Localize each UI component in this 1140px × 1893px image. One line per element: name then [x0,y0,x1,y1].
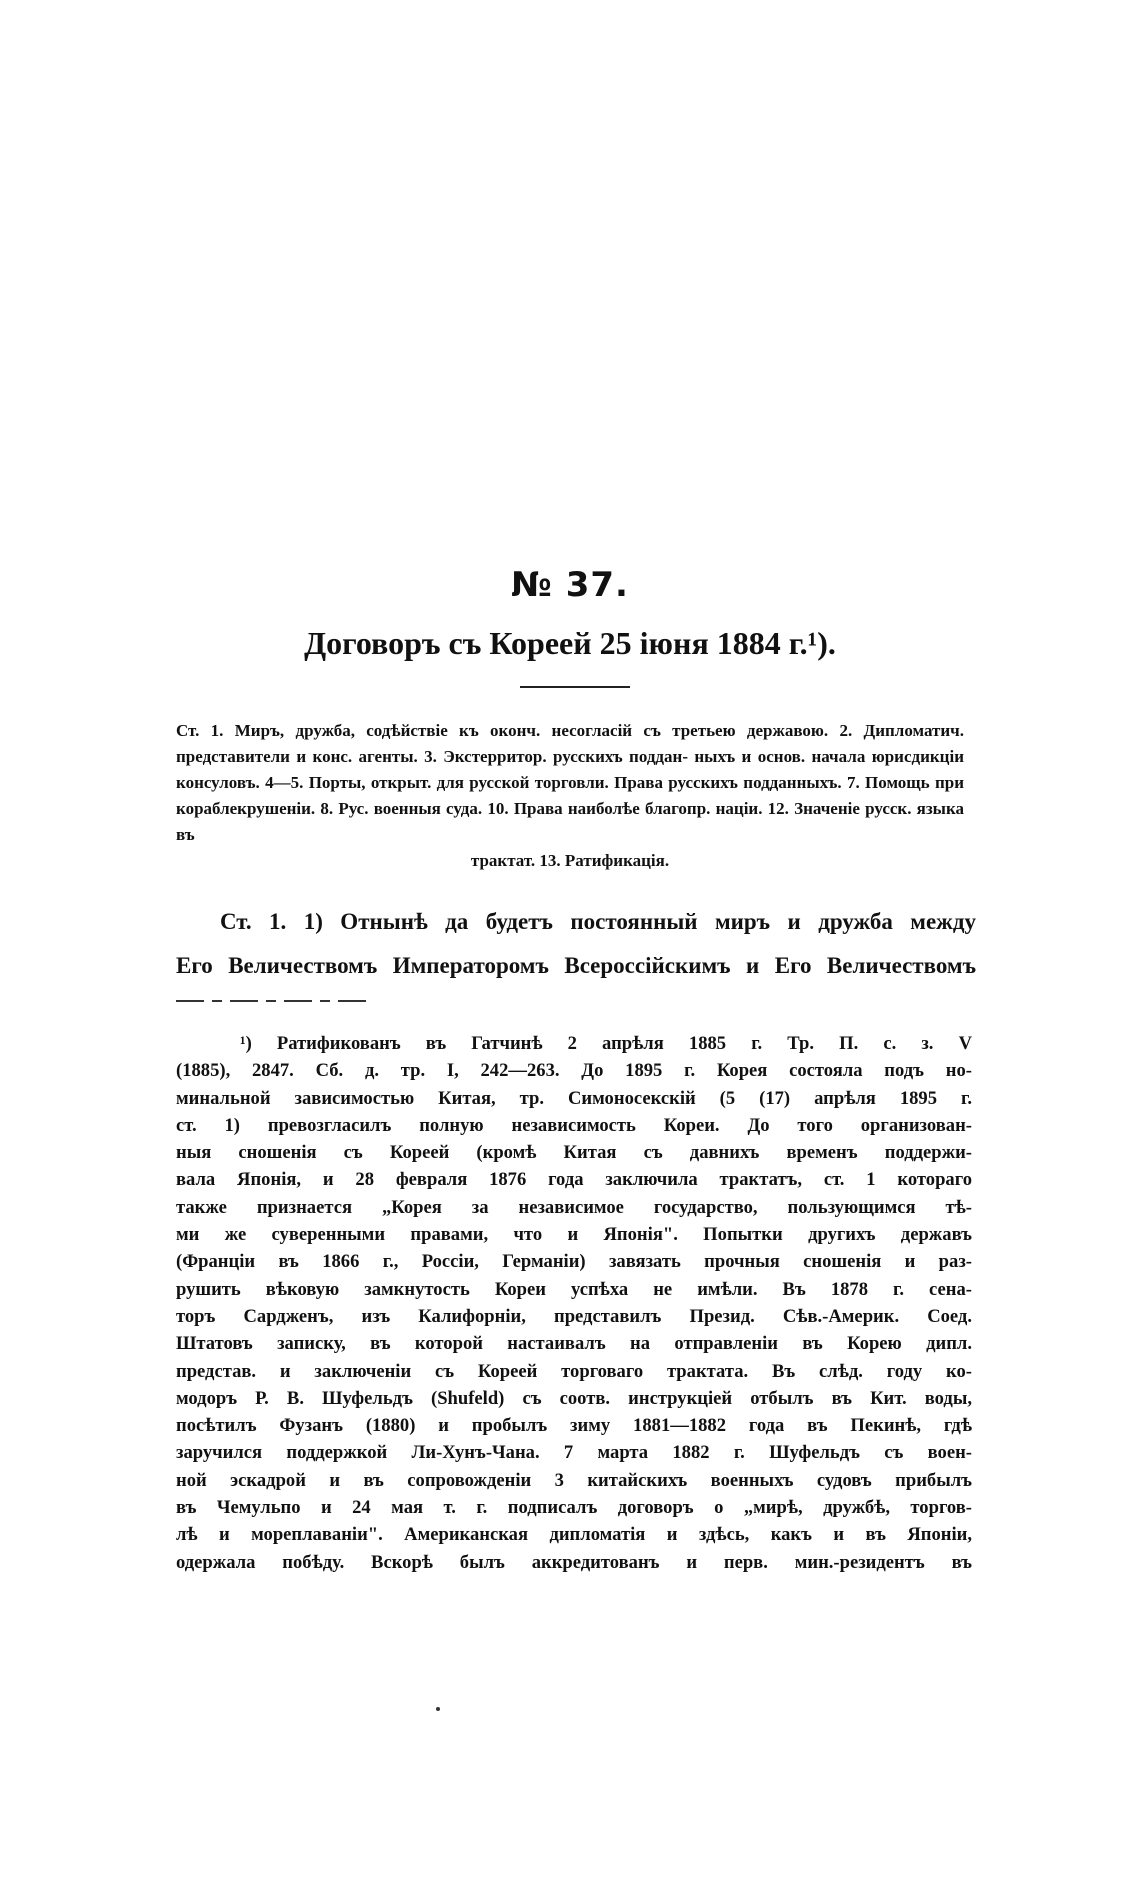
footnote-line: торъ Сардженъ, изъ Калифорніи, представилъ Презид. Сѣв.-Америк. Соед. [176,1305,972,1327]
summary-line: ныхъ и основ. начала юрисдикціи консуловъ. 4—5. Порты, открыт. для русской [176,747,964,792]
footnote-line: (Франціи въ 1866 г., Россіи, Германіи) завязать прочныя сношенія и раз- [176,1251,972,1273]
footnote-line: ми же суверенными правами, что и Японія". Попытки другихъ державъ [176,1224,972,1246]
scan-speck [436,1707,440,1711]
footnote-line: ной эскадрой и въ сопровожденіи 3 китайскихъ военныхъ судовъ прибылъ [176,1469,972,1491]
article-line: Ст. 1. 1) Отнынѣ да будетъ постоянный миръ и дружба между [220,909,976,934]
footnote-line: ст. 1) превозгласилъ полную независимость Кореи. До того организован- [176,1114,972,1136]
footnote-line: рушить вѣковую замкнутость Кореи успѣха не имѣли. Въ 1878 г. сена- [176,1278,972,1300]
footnote-line: модоръ Р. В. Шуфельдъ (Shufeld) съ соотв. инструкціей отбылъ въ Кит. воды, [176,1387,972,1409]
summary-line: трактат. 13. Ратификація. [470,851,670,870]
footnote-line: заручился поддержкой Ли-Хунъ-Чана. 7 марта 1882 г. Шуфельдъ съ воен- [176,1442,972,1464]
footnote-line: лѣ и мореплаваніи". Американская дипломатія и здѣсь, какъ и въ Японіи, [176,1524,972,1546]
summary-line: Ст. 1. Миръ, дружба, содѣйствіе къ оконч. несогласій съ третьею державою. [176,721,829,740]
summary-line: 2. Дипломатич. представители и конс. агенты. 3. Экстерритор. русскихъ поддан- [176,721,965,766]
footnote-line: также признается „Корея за независимое государство, пользующимся тѣ- [176,1196,972,1218]
footnote-line: вала Японія, и 28 февраля 1876 года заключила трактатъ, ст. 1 котораго [176,1169,972,1191]
article-1-text [176,900,976,988]
footnote-line: минальной зависимостью Китая, тр. Симоносекскій (5 (17) апрѣля 1895 г. [176,1087,972,1109]
document-title: Договоръ съ Кореей 25 іюня 1884 г.¹). [304,625,836,661]
footnote-line: (1885), 2847. Сб. д. тр. I, 242—263. До 1895 г. Корея состояла подъ но- [176,1060,972,1082]
footnote-line: въ Чемульпо и 24 мая т. г. подписалъ договоръ о „мирѣ, дружбѣ, торгов- [176,1497,972,1519]
footnote-line: посѣтилъ Фузанъ (1880) и пробылъ зиму 1881—1882 года въ Пекинѣ, гдѣ [176,1415,972,1437]
article-summary [176,718,964,874]
article-line: Его Величествомъ Императоромъ Всероссійскимъ и Его Величествомъ [176,953,976,978]
document-number: № 37. [511,565,629,605]
footnote-line: одержала побѣду. Вскорѣ былъ аккредитованъ и перв. мин.-резидентъ въ [176,1551,972,1573]
summary-line: военныя суда. 10. Права наиболѣе благопр. націи. 12. Значеніе русск. языка въ [176,799,964,844]
footnote [176,1030,972,1576]
footnote-separator [176,1000,366,1002]
summary-line: торговли. Права русскихъ подданныхъ. 7. Помощь при кораблекрушеніи. 8. Рус. [176,773,965,818]
footnote-line: Штатовъ записку, въ которой настаивалъ на отправленіи въ Корею дипл. [176,1333,972,1355]
footnote-line: ныя сношенія съ Кореей (кромѣ Китая съ давнихъ временъ поддержи- [176,1142,972,1164]
footnote-line: представ. и заключеніи съ Кореей торговаго трактата. Въ слѣд. году ко- [176,1360,972,1382]
footnote-line: ¹) Ратификованъ въ Гатчинѣ 2 апрѣля 1885 г. Тр. П. с. з. V [240,1033,972,1054]
title-divider [520,686,630,688]
